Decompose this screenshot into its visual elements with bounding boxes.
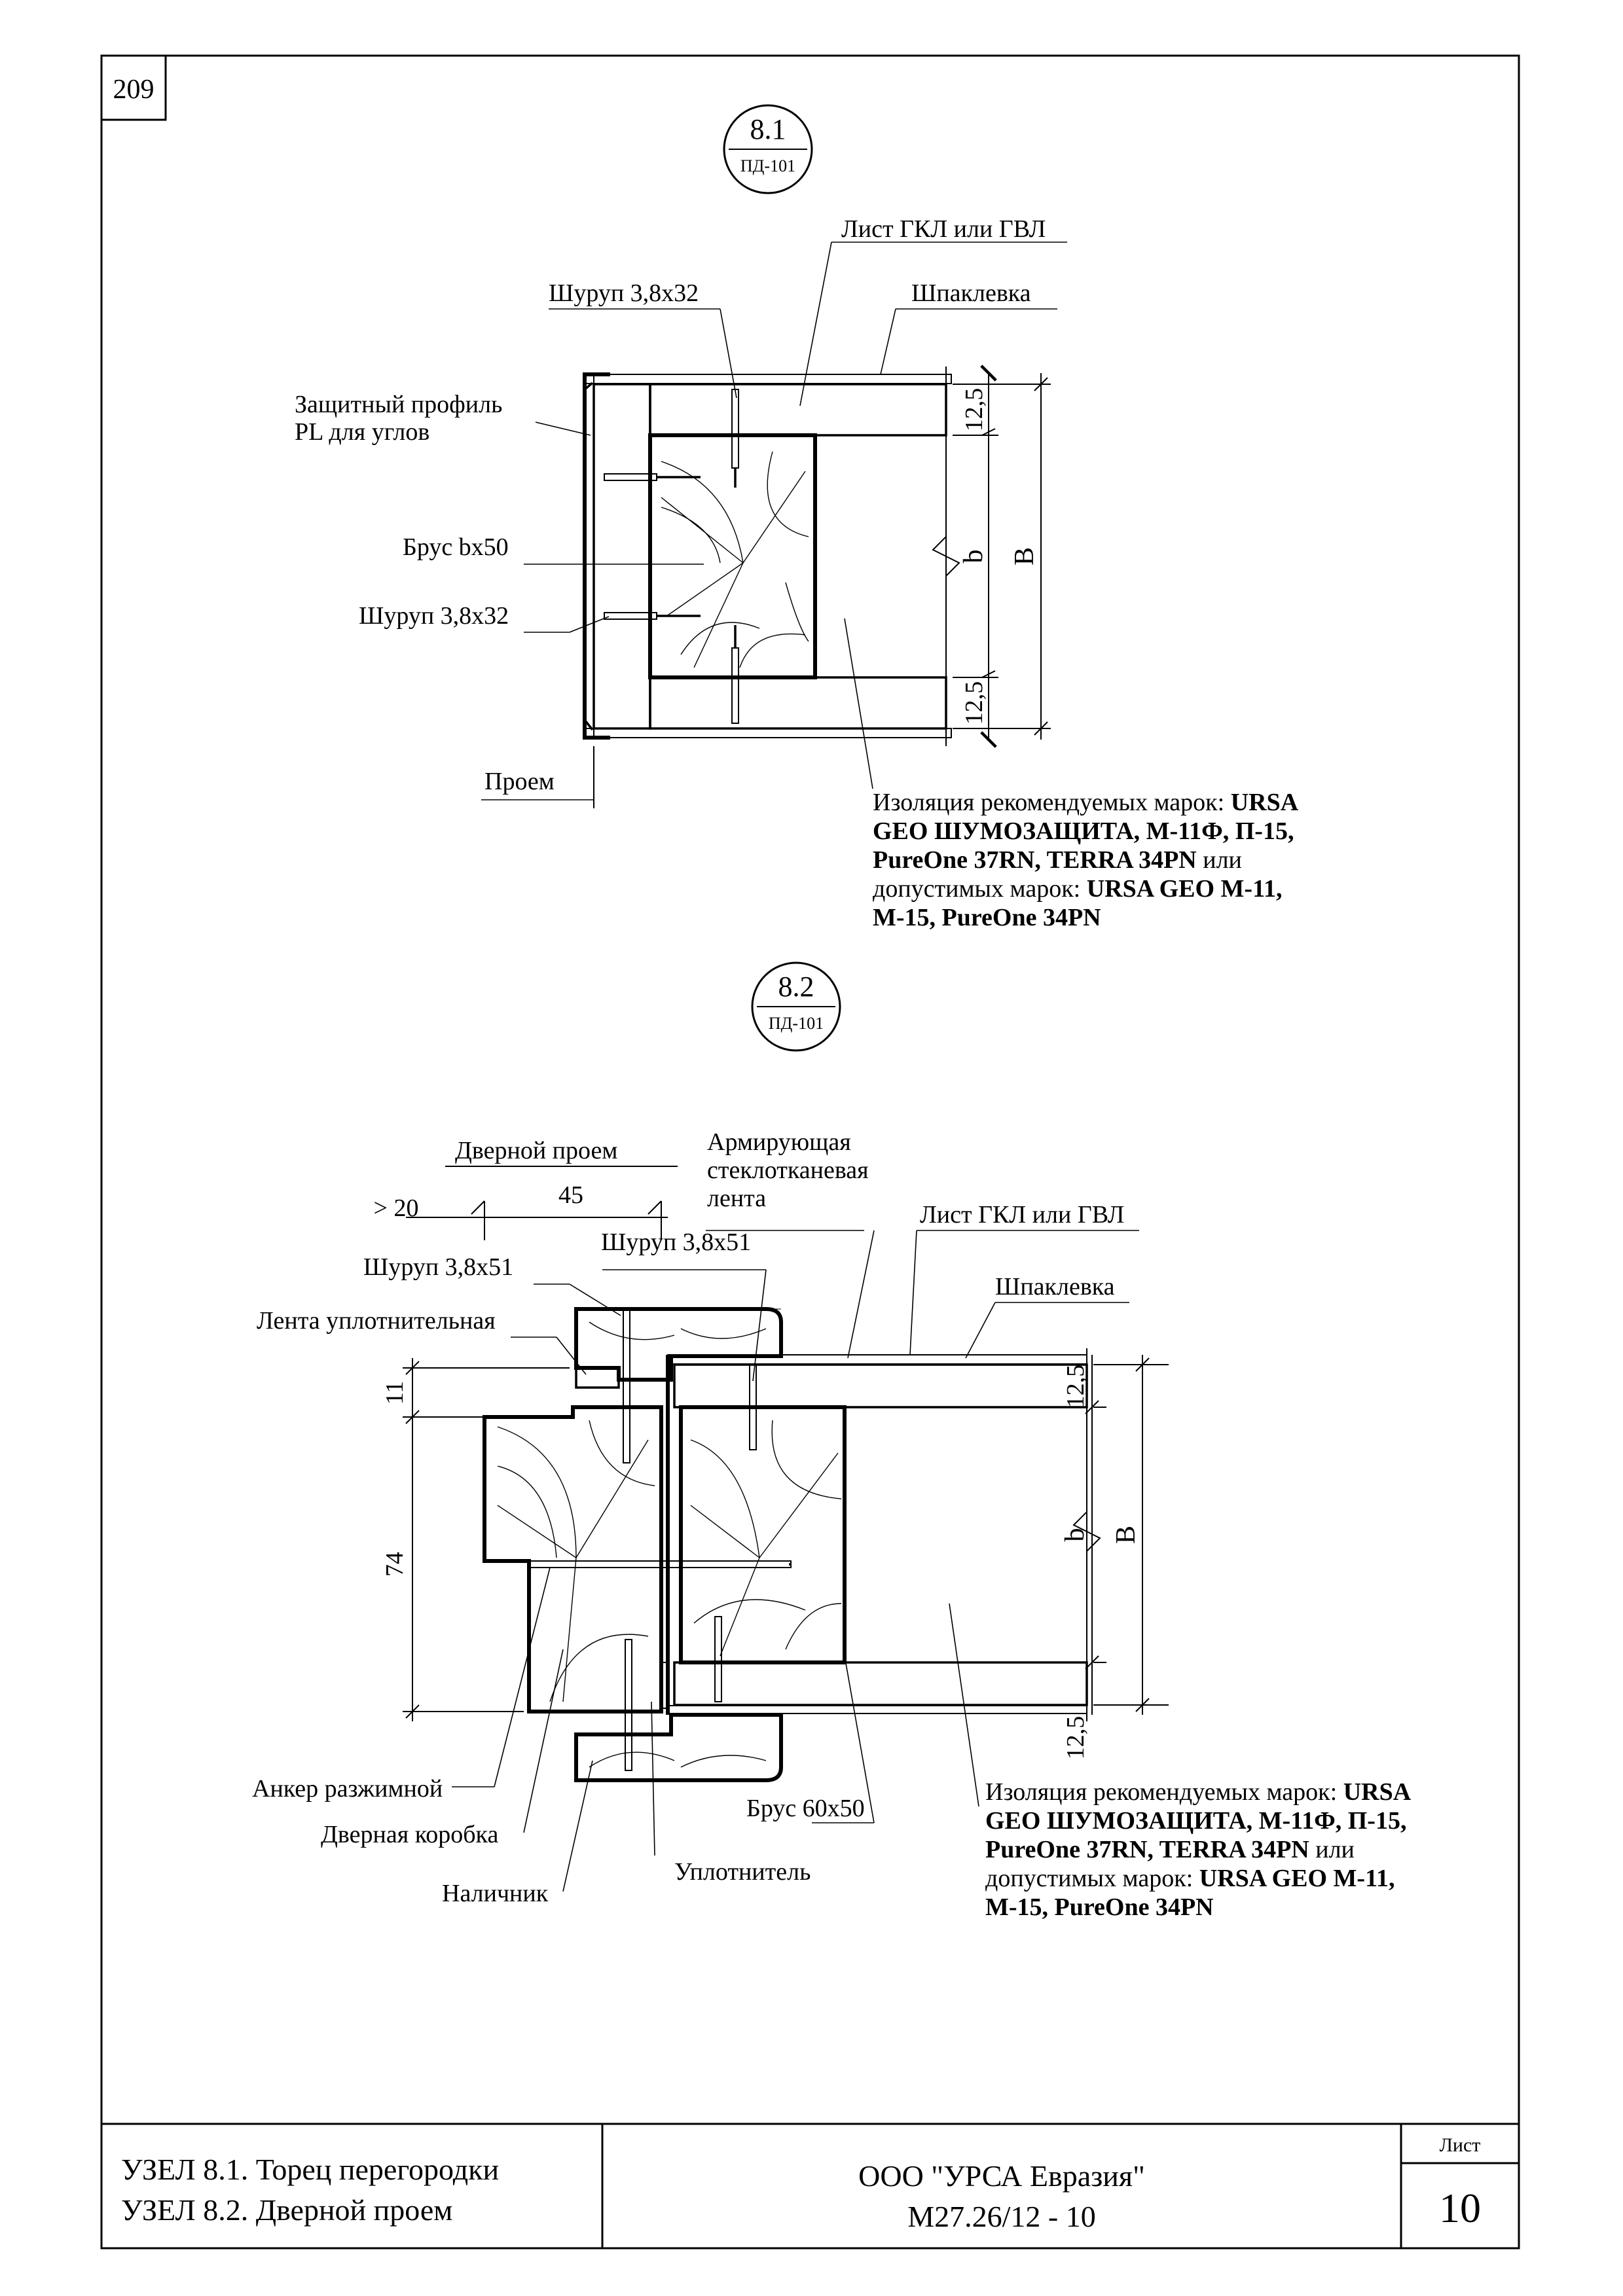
ins81-l3b: PureOne 37RN, TERRA 34PN: [873, 846, 1197, 874]
svg-text:Изоляция рекомендуемых марок:: [985, 1778, 1412, 1806]
timber-bx50: [650, 435, 815, 677]
dim-45: 45: [558, 1181, 583, 1209]
ins81-l1r: Изоляция рекомендуемых марок:: [873, 789, 1231, 816]
dim-11: 11: [381, 1380, 409, 1405]
label-corner-profile-line2: PL для углов: [295, 418, 430, 446]
label-reinforcing-2: стеклотканевая: [707, 1157, 869, 1184]
svg-text:PureOne 37RN, TERRA 34PN или: [985, 1836, 1355, 1863]
ins81-l4b: URSA GEO М-11,: [1086, 875, 1283, 903]
svg-text:Изоляция рекомендуемых марок:: [873, 789, 1299, 816]
label-timber-8-2: Брус 60х50: [746, 1795, 865, 1822]
gkl-sheet-bottom: [650, 677, 946, 728]
node-8-1-marker: [724, 105, 812, 193]
label-sealing-tape: Лента уплотнительная: [257, 1307, 496, 1335]
dim-8-2-top: 12,5: [1062, 1364, 1089, 1408]
drawing-code: М27.26/12 - 10: [907, 2200, 1096, 2233]
label-timber-8-1: Брус bх50: [403, 533, 509, 561]
node-8-2-number: 8.2: [778, 971, 814, 1003]
node-8-1: [295, 105, 1299, 931]
dim-8-1-B: B: [1010, 547, 1040, 566]
page-number: 209: [113, 75, 155, 105]
gkl-sheet-top: [650, 384, 946, 435]
label-gkl-8-2: Лист ГКЛ или ГВЛ: [920, 1201, 1125, 1229]
dim-8-1-b: b: [958, 549, 989, 564]
gkl-sheet-top-8-2: [674, 1365, 1087, 1407]
label-putty-8-2: Шпаклевка: [995, 1273, 1115, 1300]
ins82-l4b: URSA GEO М-11,: [1199, 1865, 1395, 1892]
node-8-2: [252, 963, 1412, 1921]
title-block: [101, 2124, 1519, 2248]
company-name: ООО "УРСА Евразия": [858, 2159, 1145, 2193]
label-door-frame: Дверная коробка: [321, 1821, 499, 1848]
sheet-label: Лист: [1439, 2134, 1481, 2156]
trim-bottom: [576, 1715, 781, 1780]
label-screw-51-b: Шуруп 3,8х51: [601, 1229, 752, 1256]
dim-74: 74: [381, 1552, 409, 1577]
ins81-l4r: допустимых марок:: [873, 875, 1087, 903]
gkl-sheet-bottom-8-2: [674, 1662, 1087, 1705]
screw-top: [732, 389, 739, 468]
node-8-1-labels: [295, 215, 1046, 795]
ins82-l1r: Изоляция рекомендуемых марок:: [985, 1778, 1343, 1806]
title-line-1: УЗЕЛ 8.1. Торец перегородки: [121, 2153, 500, 2186]
ins81-l1b: URSA: [1230, 789, 1299, 816]
node-8-2-section: [484, 1309, 1100, 1780]
node-8-2-marker: [752, 963, 840, 1050]
ins82-l3r: или: [1309, 1836, 1355, 1863]
door-frame: [484, 1407, 661, 1712]
screw-51-a: [623, 1309, 630, 1463]
node-8-1-number: 8.1: [750, 113, 786, 145]
dim-8-1-top: 12,5: [960, 387, 988, 432]
label-screw-51-a: Шуруп 3,8х51: [363, 1253, 514, 1281]
label-reinforcing-1: Армирующая: [707, 1128, 851, 1156]
node-8-1-insulation-note: [873, 789, 1299, 931]
label-door-opening: Дверной проем: [455, 1137, 618, 1164]
label-reinforcing-3: лента: [707, 1185, 767, 1212]
insulation-fill-8-2: [845, 1407, 1087, 1662]
dim-8-2-B: B: [1111, 1525, 1141, 1545]
ins82-l1b: URSA: [1343, 1778, 1412, 1806]
ins82-l2: GEO ШУМОЗАЩИТА, М-11Ф, П-15,: [985, 1807, 1407, 1835]
label-trim: Наличник: [442, 1880, 549, 1907]
screw-bottom: [732, 648, 739, 723]
timber-60x50: [681, 1407, 845, 1662]
ins81-l3r: или: [1196, 846, 1242, 874]
label-opening: Проем: [484, 768, 555, 795]
node-8-1-section: [585, 367, 959, 746]
dim-8-1-bottom: 12,5: [960, 681, 988, 725]
screw-bottom-8-2: [625, 1640, 632, 1770]
sheet-number: 10: [1439, 2185, 1481, 2231]
trim-top: [576, 1309, 781, 1380]
ins82-l4r: допустимых марок:: [985, 1865, 1199, 1892]
gkl-sheet-end: [594, 384, 650, 728]
node-8-1-ref: ПД-101: [740, 156, 796, 175]
label-putty-8-1: Шпаклевка: [911, 279, 1031, 307]
label-corner-profile-line1: Защитный профиль: [295, 391, 503, 418]
ins81-l2: GEO ШУМОЗАЩИТА, М-11Ф, П-15,: [873, 817, 1294, 845]
dim-8-2-b: b: [1060, 1528, 1090, 1542]
label-screw-top-8-1: Шуруп 3,8х32: [549, 279, 699, 307]
label-anchor: Анкер разжимной: [252, 1775, 443, 1803]
node-8-1-dimensions: [594, 373, 1051, 808]
node-8-2-ref: ПД-101: [768, 1014, 824, 1033]
ins82-l3b: PureOne 37RN, TERRA 34PN: [985, 1836, 1309, 1863]
screw-bottom-2-8-2: [715, 1617, 721, 1702]
svg-text:допустимых марок: URSA GEO М-1: [985, 1865, 1395, 1892]
svg-text:допустимых марок: URSA GEO М-1: [873, 875, 1282, 903]
label-gkl-8-1: Лист ГКЛ или ГВЛ: [841, 215, 1046, 243]
title-line-2: УЗЕЛ 8.2. Дверной проем: [121, 2193, 453, 2227]
dim-8-2-bottom: 12,5: [1062, 1715, 1089, 1760]
dim-gt20: > 20: [373, 1194, 419, 1222]
ins82-l5: М-15, PureOne 34PN: [985, 1893, 1214, 1921]
insulation-fill: [815, 435, 946, 677]
node-8-2-insulation-note: [985, 1778, 1412, 1921]
ins81-l5: М-15, PureOne 34PN: [873, 904, 1101, 931]
label-sealer: Уплотнитель: [674, 1858, 811, 1886]
svg-text:PureOne 37RN, TERRA 34PN или: [873, 846, 1242, 874]
label-screw-mid-8-1: Шуруп 3,8х32: [359, 602, 509, 630]
